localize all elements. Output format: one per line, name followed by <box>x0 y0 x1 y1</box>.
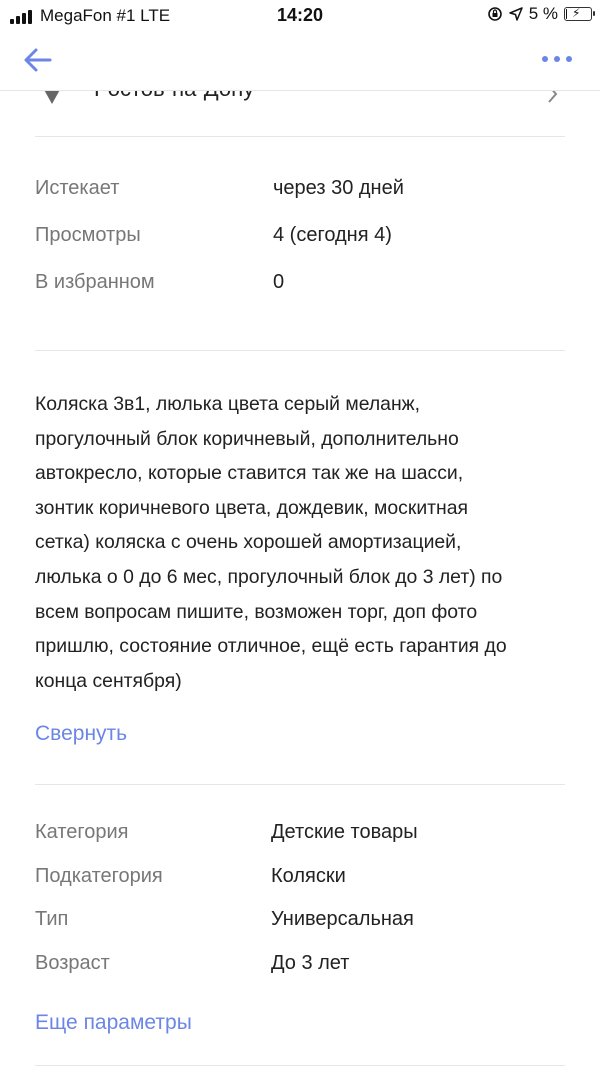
battery-percent: 5 % <box>528 4 558 23</box>
location-row[interactable] <box>0 90 600 136</box>
description-line: пришлю, состояние отличное, ещё есть гарантия до <box>35 635 507 658</box>
param-label: Возраст <box>35 951 110 974</box>
stat-row-favorites <box>0 271 600 318</box>
status-right <box>487 4 592 24</box>
battery-icon: ⚡ <box>564 7 592 21</box>
params-section <box>0 785 600 995</box>
param-row-subcategory <box>0 865 600 909</box>
rotation-lock-icon <box>487 6 503 22</box>
more-dots-icon <box>540 52 574 66</box>
description-line: сетка) коляска с очень хорошей амортизацией, <box>35 531 462 554</box>
description-line: люлька о 0 до 6 мес, прогулочный блок до 3 лет) по <box>35 565 503 588</box>
param-row-category <box>0 821 600 865</box>
description-line: всем вопросам пишите, возможен торг, доп фото <box>35 600 478 623</box>
description-line: автокресло, которые ставится так же на шасси, <box>35 462 464 485</box>
carrier-label: MegaFon #1 LTE <box>40 6 171 25</box>
more-options-button[interactable] <box>540 52 574 66</box>
description-line: Коляска 3в1, люлька цвета серый меланж, <box>35 393 421 415</box>
back-button[interactable] <box>22 45 54 75</box>
stat-row-expires <box>0 177 600 224</box>
stat-label: Просмотры <box>35 224 141 246</box>
stat-label: В избранном <box>35 271 155 293</box>
status-bar <box>0 0 600 30</box>
description-line: конца сентября) <box>35 669 182 692</box>
ad-details <box>0 90 600 1066</box>
param-value: Универсальная <box>271 908 414 931</box>
stats-section <box>0 137 600 350</box>
description-line: зонтик коричневого цвета, дождевик, москитная <box>35 496 469 519</box>
param-label: Тип <box>35 908 69 931</box>
param-row-age <box>0 952 600 996</box>
param-value: Детские товары <box>271 821 418 844</box>
ad-description <box>0 351 600 698</box>
stat-label: Истекает <box>35 177 120 199</box>
clock: 14:20 <box>276 5 324 25</box>
stat-value: 4 (сегодня 4) <box>273 224 392 246</box>
stat-value: 0 <box>273 271 285 293</box>
more-params-link[interactable]: Еще параметры <box>35 1011 192 1035</box>
description-line: прогулочный блок коричневый, дополнительно <box>35 427 459 450</box>
stat-row-views <box>0 224 600 271</box>
collapse-link[interactable]: Свернуть <box>35 722 128 746</box>
location-arrow-icon <box>509 7 523 21</box>
arrow-left-icon <box>22 45 54 75</box>
param-value: Коляски <box>271 864 346 887</box>
stat-value: через 30 дней <box>273 177 404 199</box>
param-label: Категория <box>35 821 129 844</box>
nav-bar <box>0 30 600 91</box>
param-label: Подкатегория <box>35 864 163 887</box>
param-value: До 3 лет <box>271 951 350 974</box>
param-row-type <box>0 908 600 952</box>
